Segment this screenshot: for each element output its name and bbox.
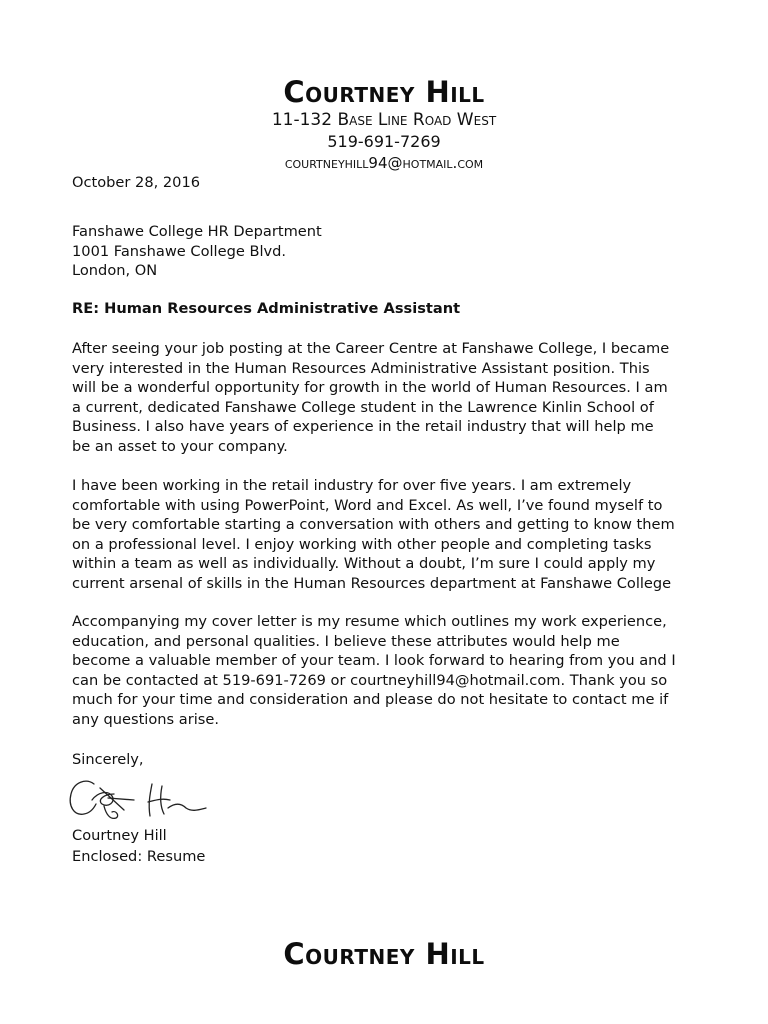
paragraph-line: will be a wonderful opportunity for growth in the world of Human Resources. I am <box>72 379 668 397</box>
letterhead <box>0 74 768 173</box>
enclosure-note: Enclosed: Resume <box>72 848 206 865</box>
paragraph-experience <box>72 476 702 594</box>
paragraph-line: current arsenal of skills in the Human Resources department at Fanshawe College <box>72 574 672 592</box>
paragraph-line: be an asset to your company. <box>72 437 288 455</box>
paragraph-line: Business. I also have years of experience in the retail industry that will help me <box>72 418 654 436</box>
paragraph-line: much for your time and consideration and please do not hesitate to contact me if <box>72 691 669 709</box>
paragraph-intro <box>72 339 702 457</box>
paragraph-line: become a valuable member of your team. I look forward to hearing from you and I <box>72 652 676 670</box>
recipient-line: 1001 Fanshawe College Blvd. <box>72 242 287 260</box>
footer-name: Courtney Hill <box>283 937 485 971</box>
closing-salutation: Sincerely, <box>72 751 144 768</box>
paragraph-line: comfortable with using PowerPoint, Word and Excel. As well, I’ve found myself to <box>72 496 663 514</box>
paragraph-line: can be contacted at 519-691-7269 or courtneyhill94@hotmail.com. Thank you so <box>72 671 668 689</box>
paragraph-line: any questions arise. <box>72 710 219 728</box>
recipient-line: Fanshawe College HR Department <box>72 223 322 240</box>
paragraph-line: education, and personal qualities. I believe these attributes would help me <box>72 632 620 650</box>
sender-name: Courtney Hill <box>283 75 485 109</box>
sender-email: courtneyhill94@hotmail.com <box>284 154 484 172</box>
paragraph-line: I have been working in the retail industry for over five years. I am extremely <box>72 477 632 494</box>
letter-date: October 28, 2016 <box>72 174 201 191</box>
paragraph-line: Accompanying my cover letter is my resume which outlines my work experience, <box>72 613 667 630</box>
subject-line: RE: Human Resources Administrative Assistant <box>72 300 461 317</box>
paragraph-line: within a team as well as individually. Without a doubt, I’m sure I could apply my <box>72 555 656 573</box>
sender-address: 11-132 Base Line Road West <box>271 110 497 130</box>
signature-image <box>64 770 214 832</box>
paragraph-line: be very comfortable starting a conversation with others and getting to know them <box>72 516 675 534</box>
signed-name: Courtney Hill <box>72 827 167 844</box>
paragraph-line: After seeing your job posting at the Career Centre at Fanshawe College, I became <box>72 340 670 357</box>
paragraph-line: very interested in the Human Resources Administrative Assistant position. This <box>72 359 650 377</box>
sender-phone: 519-691-7269 <box>327 132 441 151</box>
paragraph-closing <box>72 612 702 730</box>
recipient-address <box>72 222 702 281</box>
paragraph-line: a current, dedicated Fanshawe College student in the Lawrence Kinlin School of <box>72 398 654 416</box>
recipient-line: London, ON <box>72 262 158 280</box>
paragraph-line: on a professional level. I enjoy working with other people and completing tasks <box>72 535 652 553</box>
footer-name-block <box>0 936 768 972</box>
